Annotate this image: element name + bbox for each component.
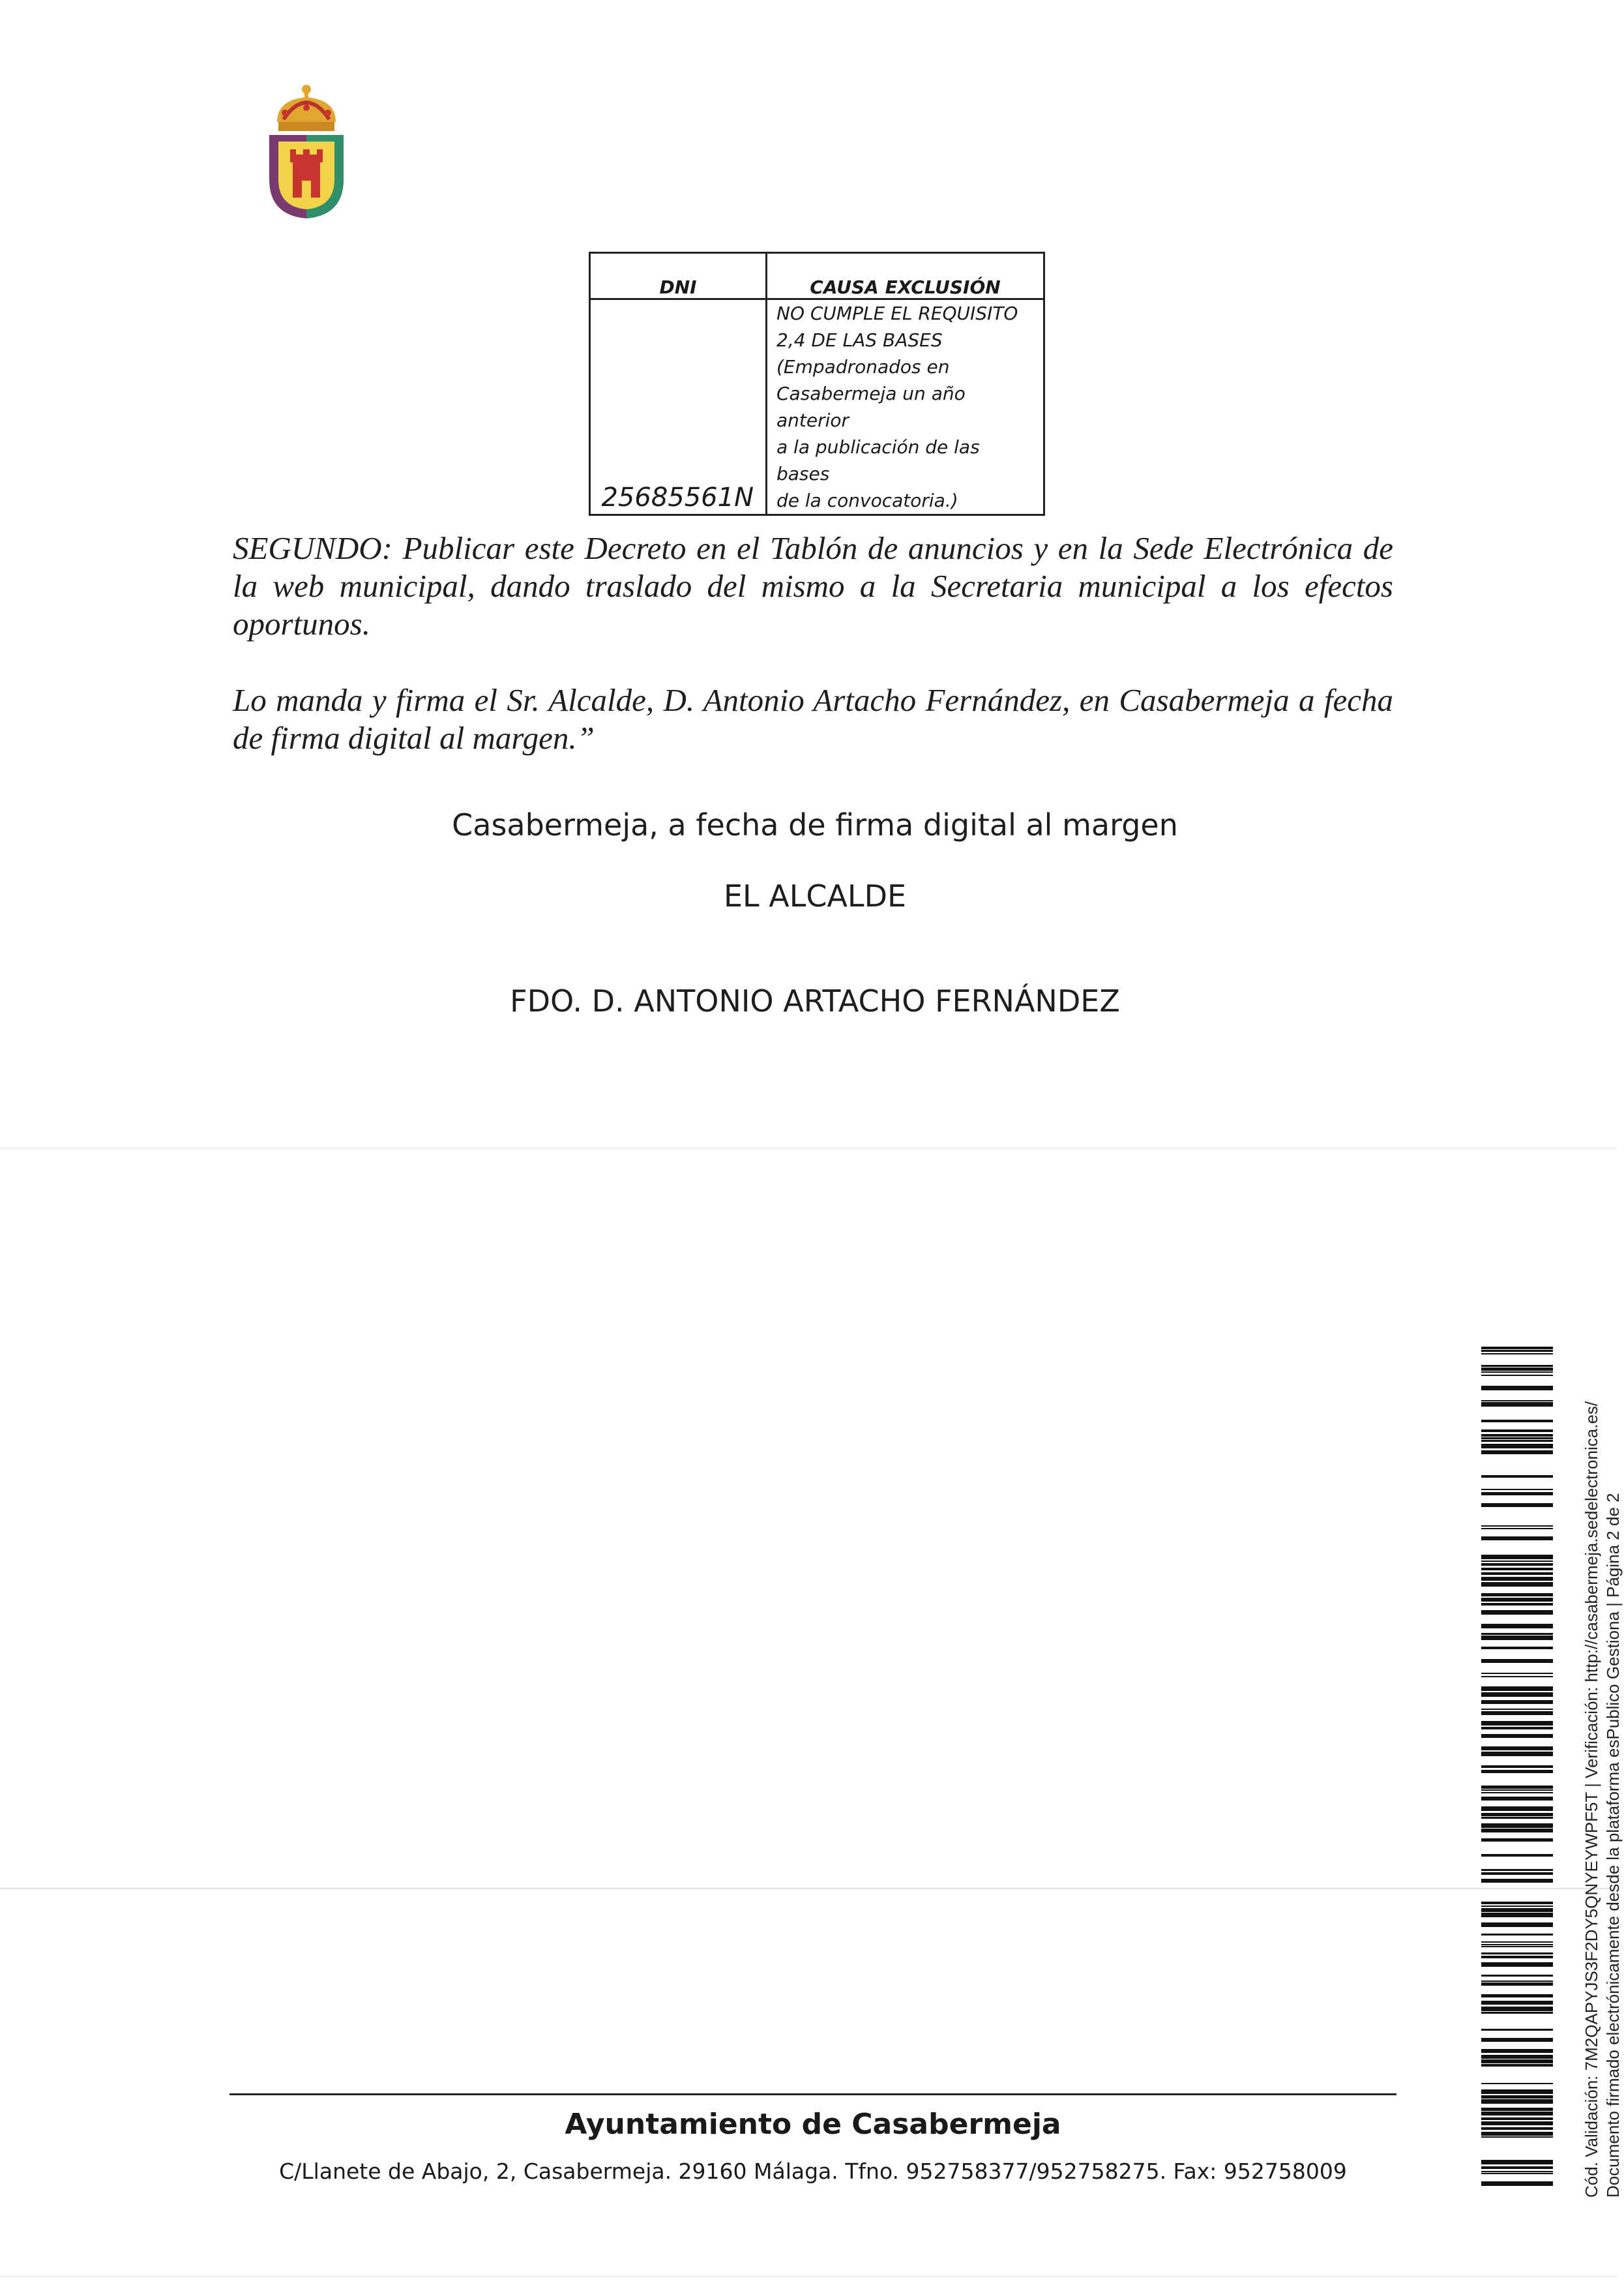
place-date-line: Casabermeja, a fecha de firma digital al margen — [452, 807, 1178, 843]
verification-line-2: Documento firmado electrónicamente desde la plataforma esPublico Gestiona | Página 2 de 2 — [1603, 1493, 1623, 2198]
dni-value: 25685561N — [590, 299, 767, 515]
causa-line: de la convocatoria.) — [776, 490, 958, 511]
causa-value — [767, 299, 1044, 515]
paragraph-segundo: SEGUNDO: Publicar este Decreto en el Tablón de anuncios y en la Sede Electrónica de la web municipal, dando traslado del mismo a la Secretaria municipal a los efectos oportunos. — [233, 530, 1393, 642]
scan-artifact-line — [0, 1148, 1617, 1149]
scan-artifact-line — [0, 1888, 1617, 1889]
footer-divider — [229, 2093, 1396, 2095]
causa-line: a la publicación de las bases — [776, 436, 980, 485]
footer-organization: Ayuntamiento de Casabermeja — [565, 2108, 1061, 2141]
causa-line: NO CUMPLE EL REQUISITO — [776, 303, 1018, 324]
causa-line: 2,4 DE LAS BASES — [776, 329, 943, 351]
verification-line-1: Cód. Validación: 7M2QAPYJS3F2DY5QNYEYWPF5T | Verificación: http://casabermeja.sedelectronica.es/ — [1582, 1401, 1601, 2198]
causa-line: (Empadronados en — [776, 356, 950, 378]
coat-of-arms-icon — [264, 82, 349, 222]
verification-text — [1581, 1401, 1624, 2198]
causa-line: Casabermeja un año anterior — [776, 383, 966, 431]
exclusion-table — [589, 252, 1045, 516]
signer-role: EL ALCALDE — [723, 878, 907, 914]
paragraph-firma: Lo manda y firma el Sr. Alcalde, D. Antonio Artacho Fernández, en Casabermeja a fecha de firma digital al margen.” — [233, 682, 1393, 756]
signer-name: FDO. D. ANTONIO ARTACHO FERNÁNDEZ — [510, 983, 1120, 1019]
table-header-row — [590, 253, 1044, 299]
header-dni: DNI — [590, 253, 767, 299]
table-row — [590, 299, 1044, 515]
header-causa: CAUSA EXCLUSIÓN — [767, 253, 1044, 299]
footer-address: C/Llanete de Abajo, 2, Casabermeja. 29160 Málaga. Tfno. 952758377/952758275. Fax: 952758009 — [279, 2159, 1347, 2184]
scan-artifact-line — [0, 2276, 1617, 2277]
barcode-icon — [1481, 1347, 1553, 2198]
